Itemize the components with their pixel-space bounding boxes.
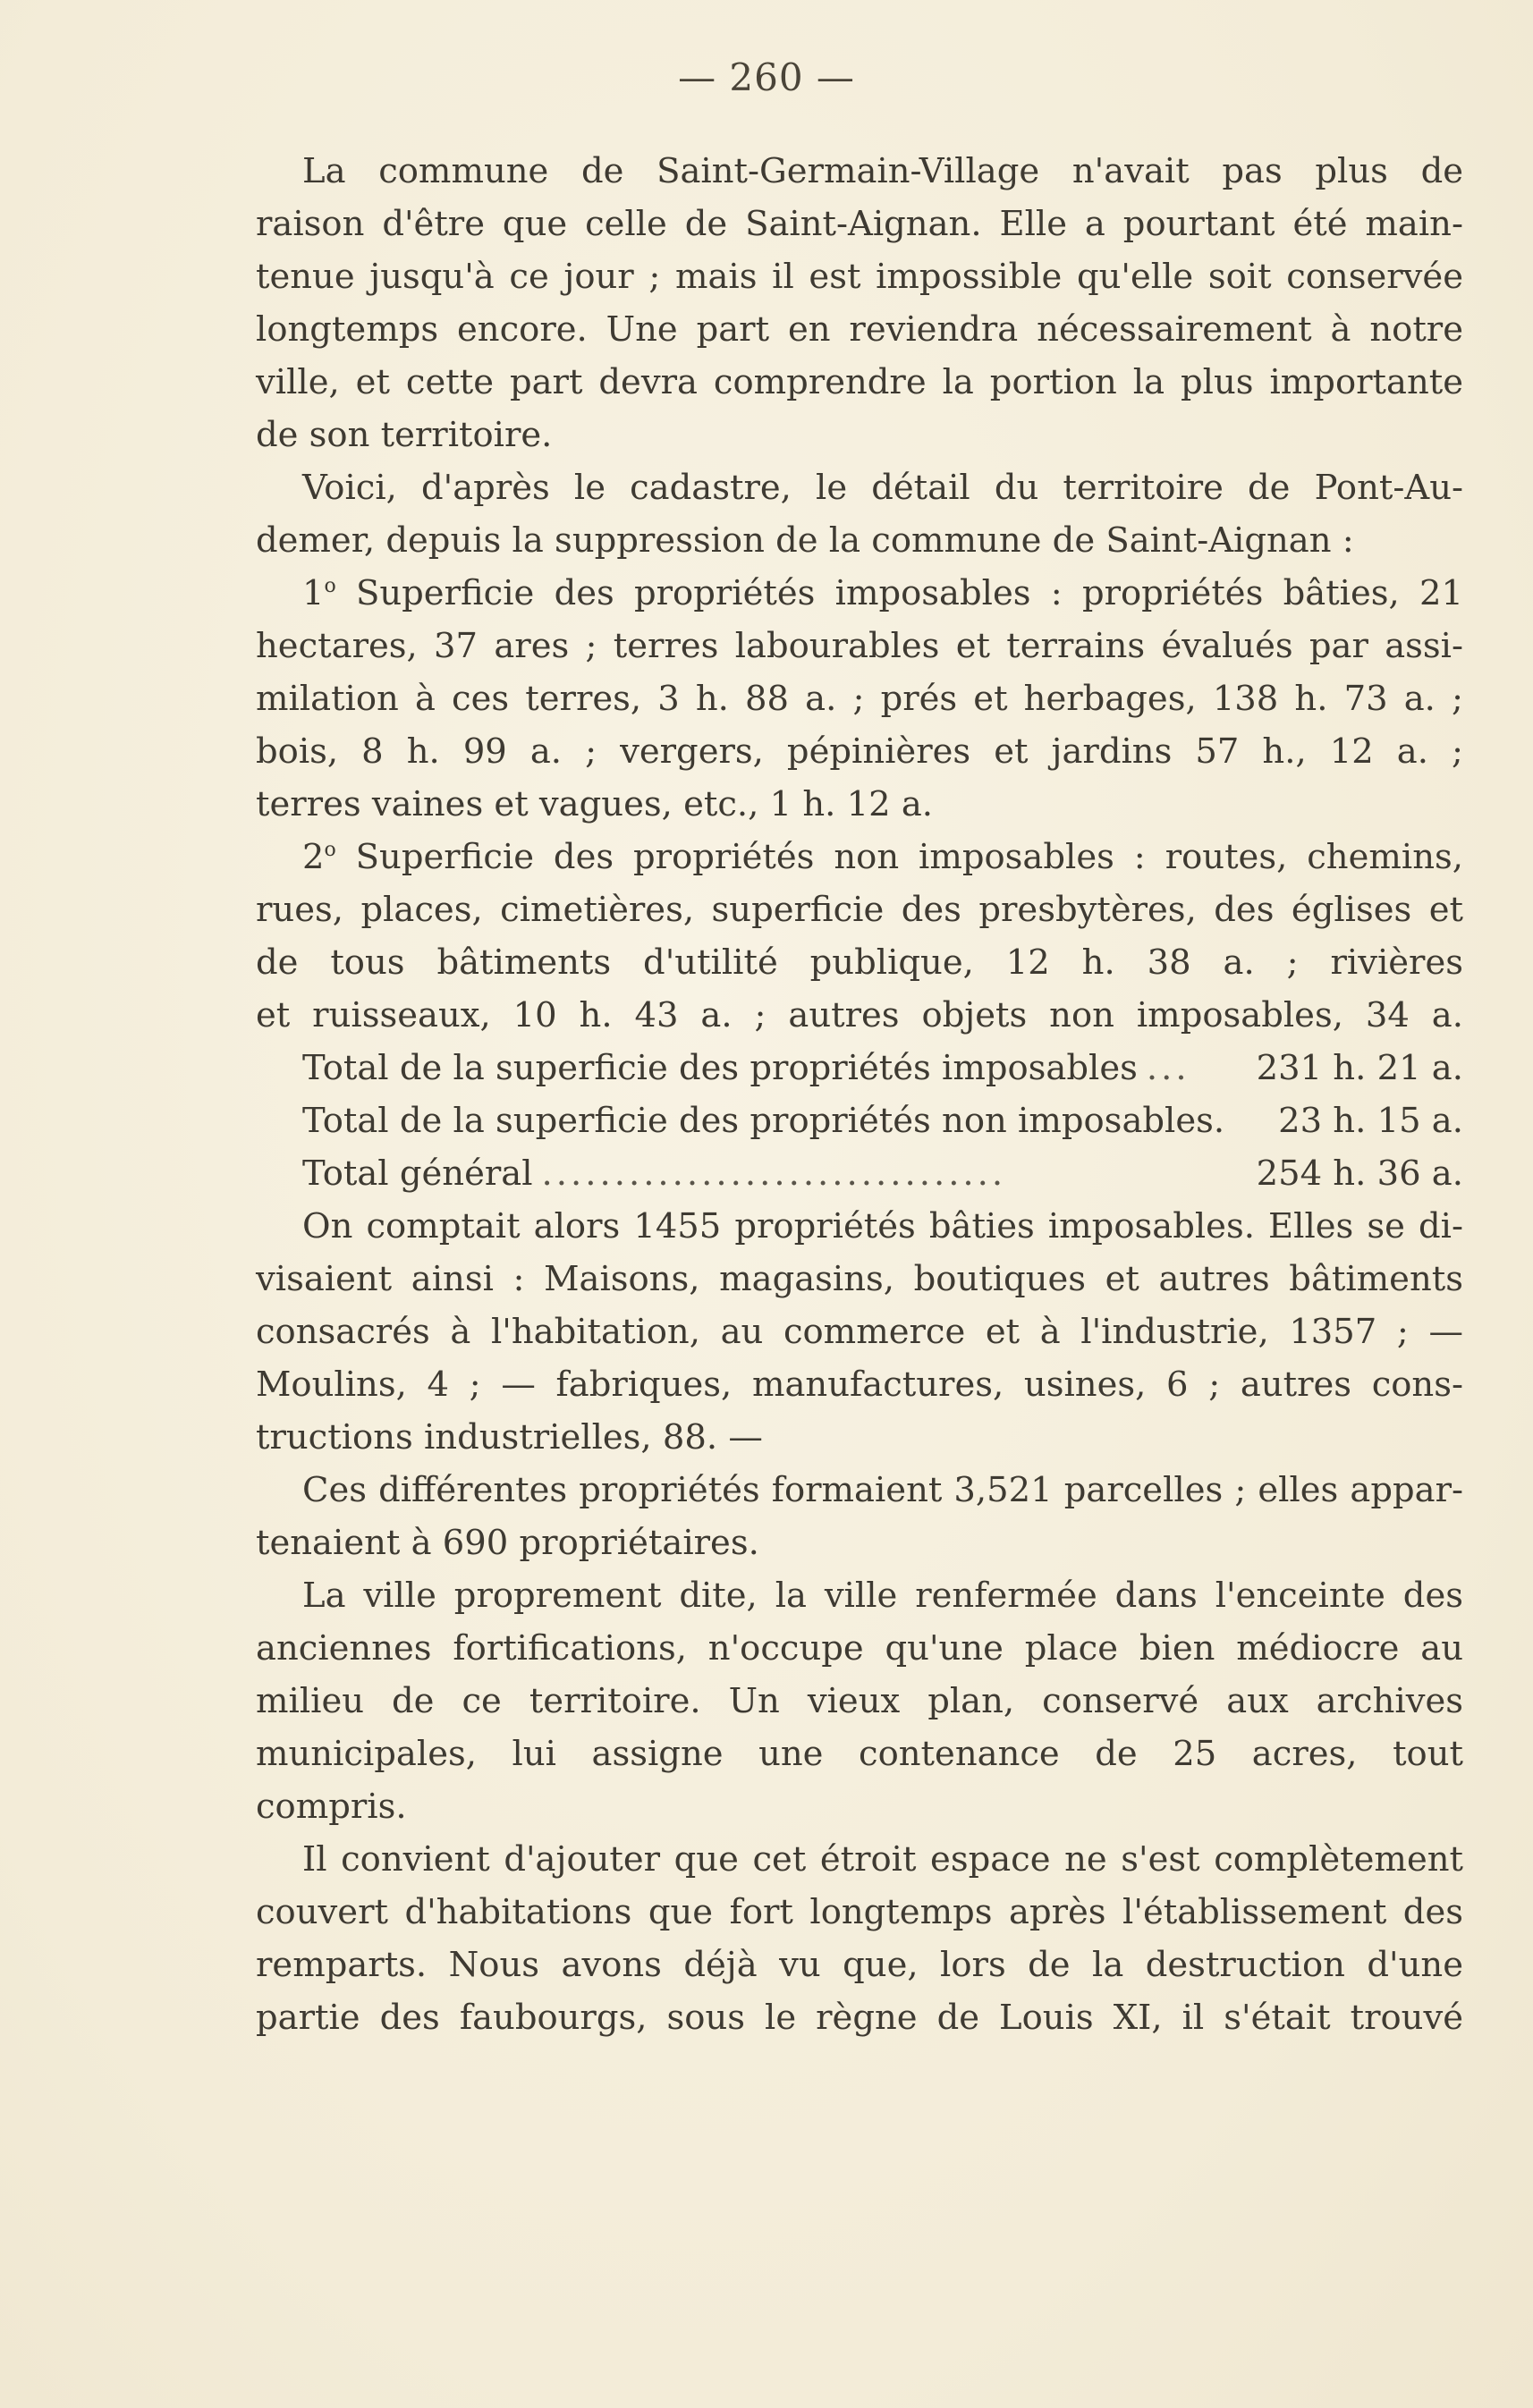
text-line: [256, 883, 1463, 936]
line-text: hectares, 37 ares ; terres labourables et terrains évalués par assi-: [256, 626, 1463, 666]
total-row: [256, 1042, 1463, 1094]
text-line: [256, 250, 1463, 303]
line-text: anciennes fortifications, n'occupe qu'une place bien médiocre au: [256, 1628, 1463, 1669]
page-number: — 260 —: [678, 55, 855, 99]
total-label: Total de la superficie des propriétés imposables: [302, 1048, 1138, 1088]
ordinal-superscript: o: [324, 575, 336, 597]
line-text: partie des faubourgs, sous le règne de Louis XI, il s'était trouvé: [256, 1998, 1463, 2038]
dot-leader: ................................: [541, 1153, 1007, 1194]
text-line: [256, 1675, 1463, 1728]
text-line: [256, 1253, 1463, 1305]
text-line: [256, 1200, 1463, 1253]
text-line: [256, 198, 1463, 250]
line-text: terres vaines et vagues, etc., 1 h. 12 a.: [256, 784, 934, 824]
text-line: [256, 409, 1463, 461]
line-text: Superficie des propriétés imposables : propriétés bâties, 21: [335, 573, 1463, 613]
total-row: [256, 1094, 1463, 1147]
text-line: [256, 1780, 1463, 1833]
line-text: tenaient à 690 propriétaires.: [256, 1523, 759, 1563]
total-value: 231 h. 21 a.: [1256, 1048, 1463, 1088]
text-line: [256, 778, 1463, 831]
line-text: raison d'être que celle de Saint-Aignan. Elle a pourtant été main-: [256, 204, 1463, 244]
line-text: remparts. Nous avons déjà vu que, lors de la destruction d'une: [256, 1945, 1463, 1985]
body-text: [256, 145, 1463, 2044]
text-line: [256, 1939, 1463, 1991]
line-text: milieu de ce territoire. Un vieux plan, conservé aux archives: [256, 1681, 1463, 1721]
total-value: 254 h. 36 a.: [1256, 1153, 1463, 1194]
line-text: tructions industrielles, 88. —: [256, 1417, 763, 1457]
total-label: Total général: [302, 1153, 533, 1194]
text-line: [256, 461, 1463, 514]
line-text: Il convient d'ajouter que cet étroit espace ne s'est complètement: [302, 1839, 1463, 1880]
line-text: de son territoire.: [256, 415, 553, 455]
text-line: [256, 1728, 1463, 1780]
total-value: 23 h. 15 a.: [1278, 1101, 1463, 1141]
line-text: visaient ainsi : Maisons, magasins, boutiques et autres bâtiments: [256, 1259, 1463, 1299]
line-text: de tous bâtiments d'utilité publique, 12 h. 38 a. ; rivières: [256, 942, 1463, 983]
text-line: [256, 1411, 1463, 1464]
line-text: Superficie des propriétés non imposables : routes, chemins,: [335, 837, 1463, 877]
text-line: [256, 1886, 1463, 1939]
line-text: ville, et cette part devra comprendre la portion la plus importante: [256, 362, 1463, 402]
line-text: On comptait alors 1455 propriétés bâties imposables. Elles se di-: [302, 1206, 1463, 1246]
line-text: municipales, lui assigne une contenance de 25 acres, tout: [256, 1734, 1463, 1774]
text-line: [256, 831, 1463, 883]
text-line: [256, 356, 1463, 409]
text-line: [256, 1833, 1463, 1886]
line-text: Voici, d'après le cadastre, le détail du territoire de Pont-Au-: [302, 468, 1463, 508]
text-part-1: [256, 145, 1463, 1042]
line-text: tenue jusqu'à ce jour ; mais il est impossible qu'elle soit conservée: [256, 257, 1463, 297]
list-number: 1: [302, 573, 325, 613]
line-text: La commune de Saint-Germain-Village n'avait pas plus de: [302, 151, 1463, 191]
text-line: [256, 672, 1463, 725]
text-line: [256, 567, 1463, 620]
line-text: consacrés à l'habitation, au commerce et à l'industrie, 1357 ; —: [256, 1312, 1463, 1352]
line-text: La ville proprement dite, la ville renfermée dans l'enceinte des: [302, 1576, 1463, 1616]
surface-totals: [256, 1042, 1463, 1200]
list-number: 2: [302, 837, 325, 877]
line-text: et ruisseaux, 10 h. 43 a. ; autres objets non imposables, 34 a.: [256, 995, 1463, 1035]
text-line: [256, 145, 1463, 198]
text-line: [256, 936, 1463, 989]
total-label: Total de la superficie des propriétés non imposables.: [302, 1101, 1225, 1141]
text-line: [256, 1991, 1463, 2044]
text-line: [256, 1305, 1463, 1358]
line-text: rues, places, cimetières, superficie des presbytères, des églises et: [256, 890, 1463, 930]
line-text: bois, 8 h. 99 a. ; vergers, pépinières et jardins 57 h., 12 a. ;: [256, 731, 1463, 772]
text-line: [256, 1464, 1463, 1517]
text-line: [256, 1517, 1463, 1569]
line-text: Moulins, 4 ; — fabriques, manufactures, usines, 6 ; autres cons-: [256, 1365, 1463, 1405]
ordinal-superscript: o: [324, 839, 336, 861]
text-line: [256, 1569, 1463, 1622]
text-line: [256, 620, 1463, 672]
text-line: [256, 1358, 1463, 1411]
text-line: [256, 725, 1463, 778]
line-text: milation à ces terres, 3 h. 88 a. ; prés et herbages, 138 h. 73 a. ;: [256, 679, 1463, 719]
line-text: Ces différentes propriétés formaient 3,521 parcelles ; elles appar-: [302, 1470, 1463, 1510]
text-part-2: [256, 1200, 1463, 2044]
text-line: [256, 514, 1463, 567]
text-line: [256, 989, 1463, 1042]
line-text: longtemps encore. Une part en reviendra nécessairement à notre: [256, 309, 1463, 350]
line-text: compris.: [256, 1787, 407, 1827]
line-text: demer, depuis la suppression de la commune de Saint-Aignan :: [256, 520, 1354, 561]
text-line: [256, 1622, 1463, 1675]
dot-leader: ...: [1146, 1048, 1190, 1088]
text-line: [256, 303, 1463, 356]
total-row: [256, 1147, 1463, 1200]
line-text: couvert d'habitations que fort longtemps après l'établissement des: [256, 1892, 1463, 1932]
